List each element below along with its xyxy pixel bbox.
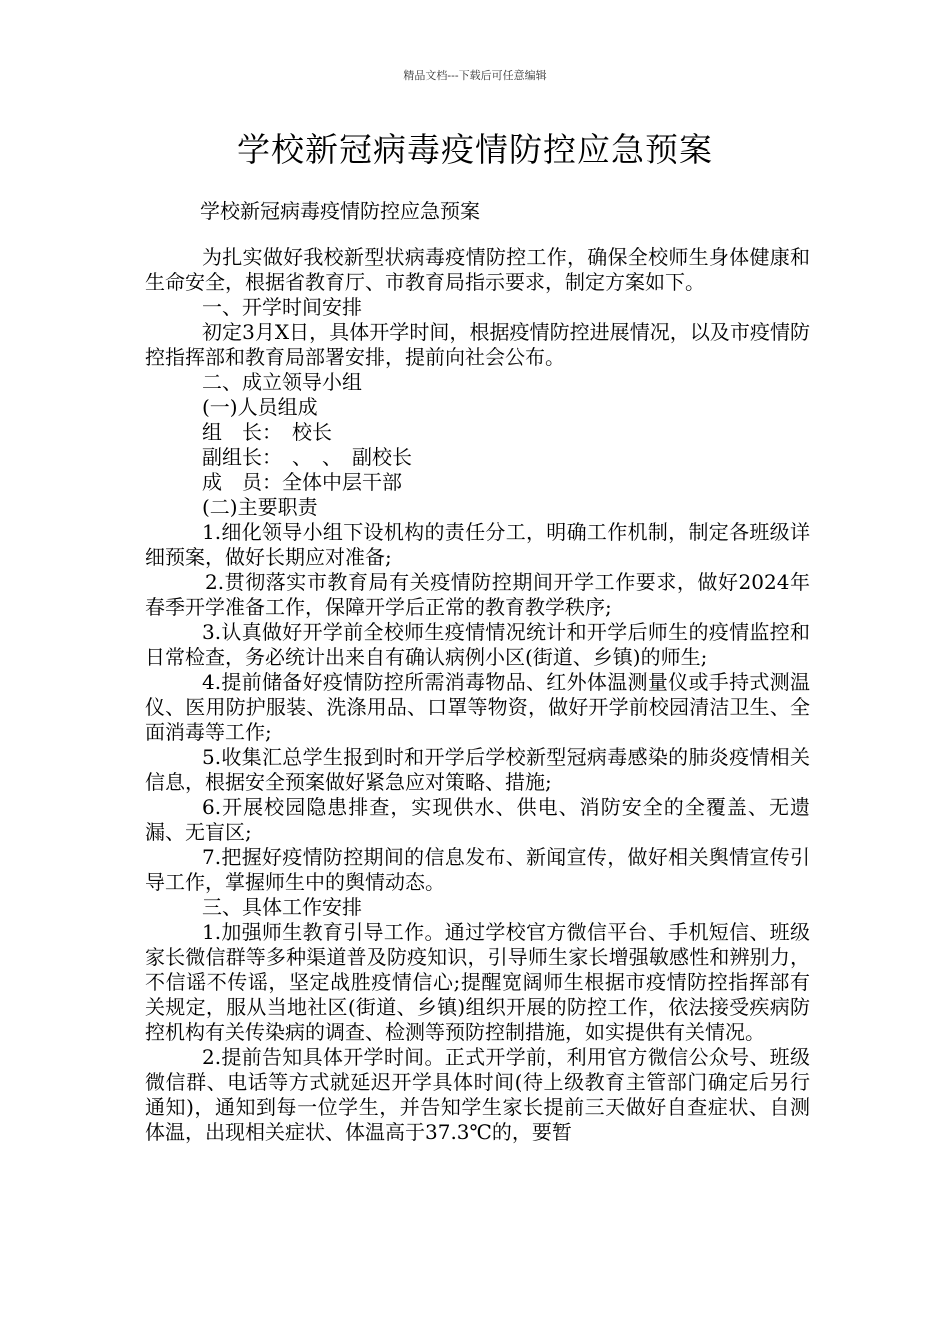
subsection-heading: (一)人员组成 [202, 395, 318, 419]
list-item: 组 长： 校长 [202, 420, 332, 444]
document-subtitle: 学校新冠病毒疫情防控应急预案 [200, 199, 480, 223]
subsection-heading: (二)主要职责 [202, 495, 318, 519]
section-heading: 三、具体工作安排 [202, 895, 362, 919]
section-heading: 二、成立领导小组 [202, 370, 362, 394]
work-item: 1.加强师生教育引导工作。通过学校官方微信平台、手机短信、班级家长微信群等多种渠道普及防疫知识，引导师生家长增强敏感性和辨别力，不信谣不传谣，坚定战胜疫情信心;提醒宽阔师生根据市疫情防控指挥部有关规定，服从当地社区(街道、乡镇)组织开展的防控工作，依法接受疾病防控机构有关传染病的调查、检测等预防控制措施，如实提供有关情况。 [145, 920, 810, 1044]
section-heading: 一、开学时间安排 [202, 295, 362, 319]
duty-item: 6.开展校园隐患排查，实现供水、供电、消防安全的全覆盖、无遗漏、无盲区; [145, 795, 810, 844]
duty-item: 1.细化领导小组下设机构的责任分工，明确工作机制，制定各班级详细预案，做好长期应对准备; [145, 520, 810, 569]
paragraph: 初定3月X日，具体开学时间，根据疫情防控进展情况，以及市疫情防控指挥部和教育局部署安排，提前向社会公布。 [145, 320, 810, 369]
duty-item: 4.提前储备好疫情防控所需消毒物品、红外体温测量仪或手持式测温仪、医用防护服装、洗涤用品、口罩等物资，做好开学前校园清洁卫生、全面消毒等工作; [145, 670, 810, 744]
intro-paragraph: 为扎实做好我校新型状病毒疫情防控工作，确保全校师生身体健康和生命安全，根据省教育厅、市教育局指示要求，制定方案如下。 [145, 245, 810, 294]
page-header: 精品文档---下载后可任意编辑 [403, 69, 547, 82]
duty-item: 7.把握好疫情防控期间的信息发布、新闻宣传，做好相关舆情宣传引导工作，掌握师生中的舆情动态。 [145, 845, 810, 894]
list-item: 副组长： 、 、 副校长 [202, 445, 412, 469]
document-body [145, 245, 810, 1145]
list-item: 成 员：全体中层干部 [202, 470, 402, 494]
duty-item: 3.认真做好开学前全校师生疫情情况统计和开学后师生的疫情监控和日常检查，务必统计出来自有确认病例小区(街道、乡镇)的师生; [145, 620, 810, 669]
duty-item: 2.贯彻落实市教育局有关疫情防控期间开学工作要求，做好2024年春季开学准备工作，保障开学后正常的教育教学秩序; [145, 570, 810, 619]
document-title: 学校新冠病毒疫情防控应急预案 [237, 130, 713, 169]
work-item: 2.提前告知具体开学时间。正式开学前，利用官方微信公众号、班级微信群、电话等方式就延迟开学具体时间(待上级教育主管部门确定后另行通知)，通知到每一位学生，并告知学生家长提前三天做好自查症状、自测体温，出现相关症状、体温高于37.3℃的，要暂 [145, 1045, 810, 1144]
duty-item: 5.收集汇总学生报到时和开学后学校新型冠病毒感染的肺炎疫情相关信息，根据安全预案做好紧急应对策略、措施; [145, 745, 810, 794]
